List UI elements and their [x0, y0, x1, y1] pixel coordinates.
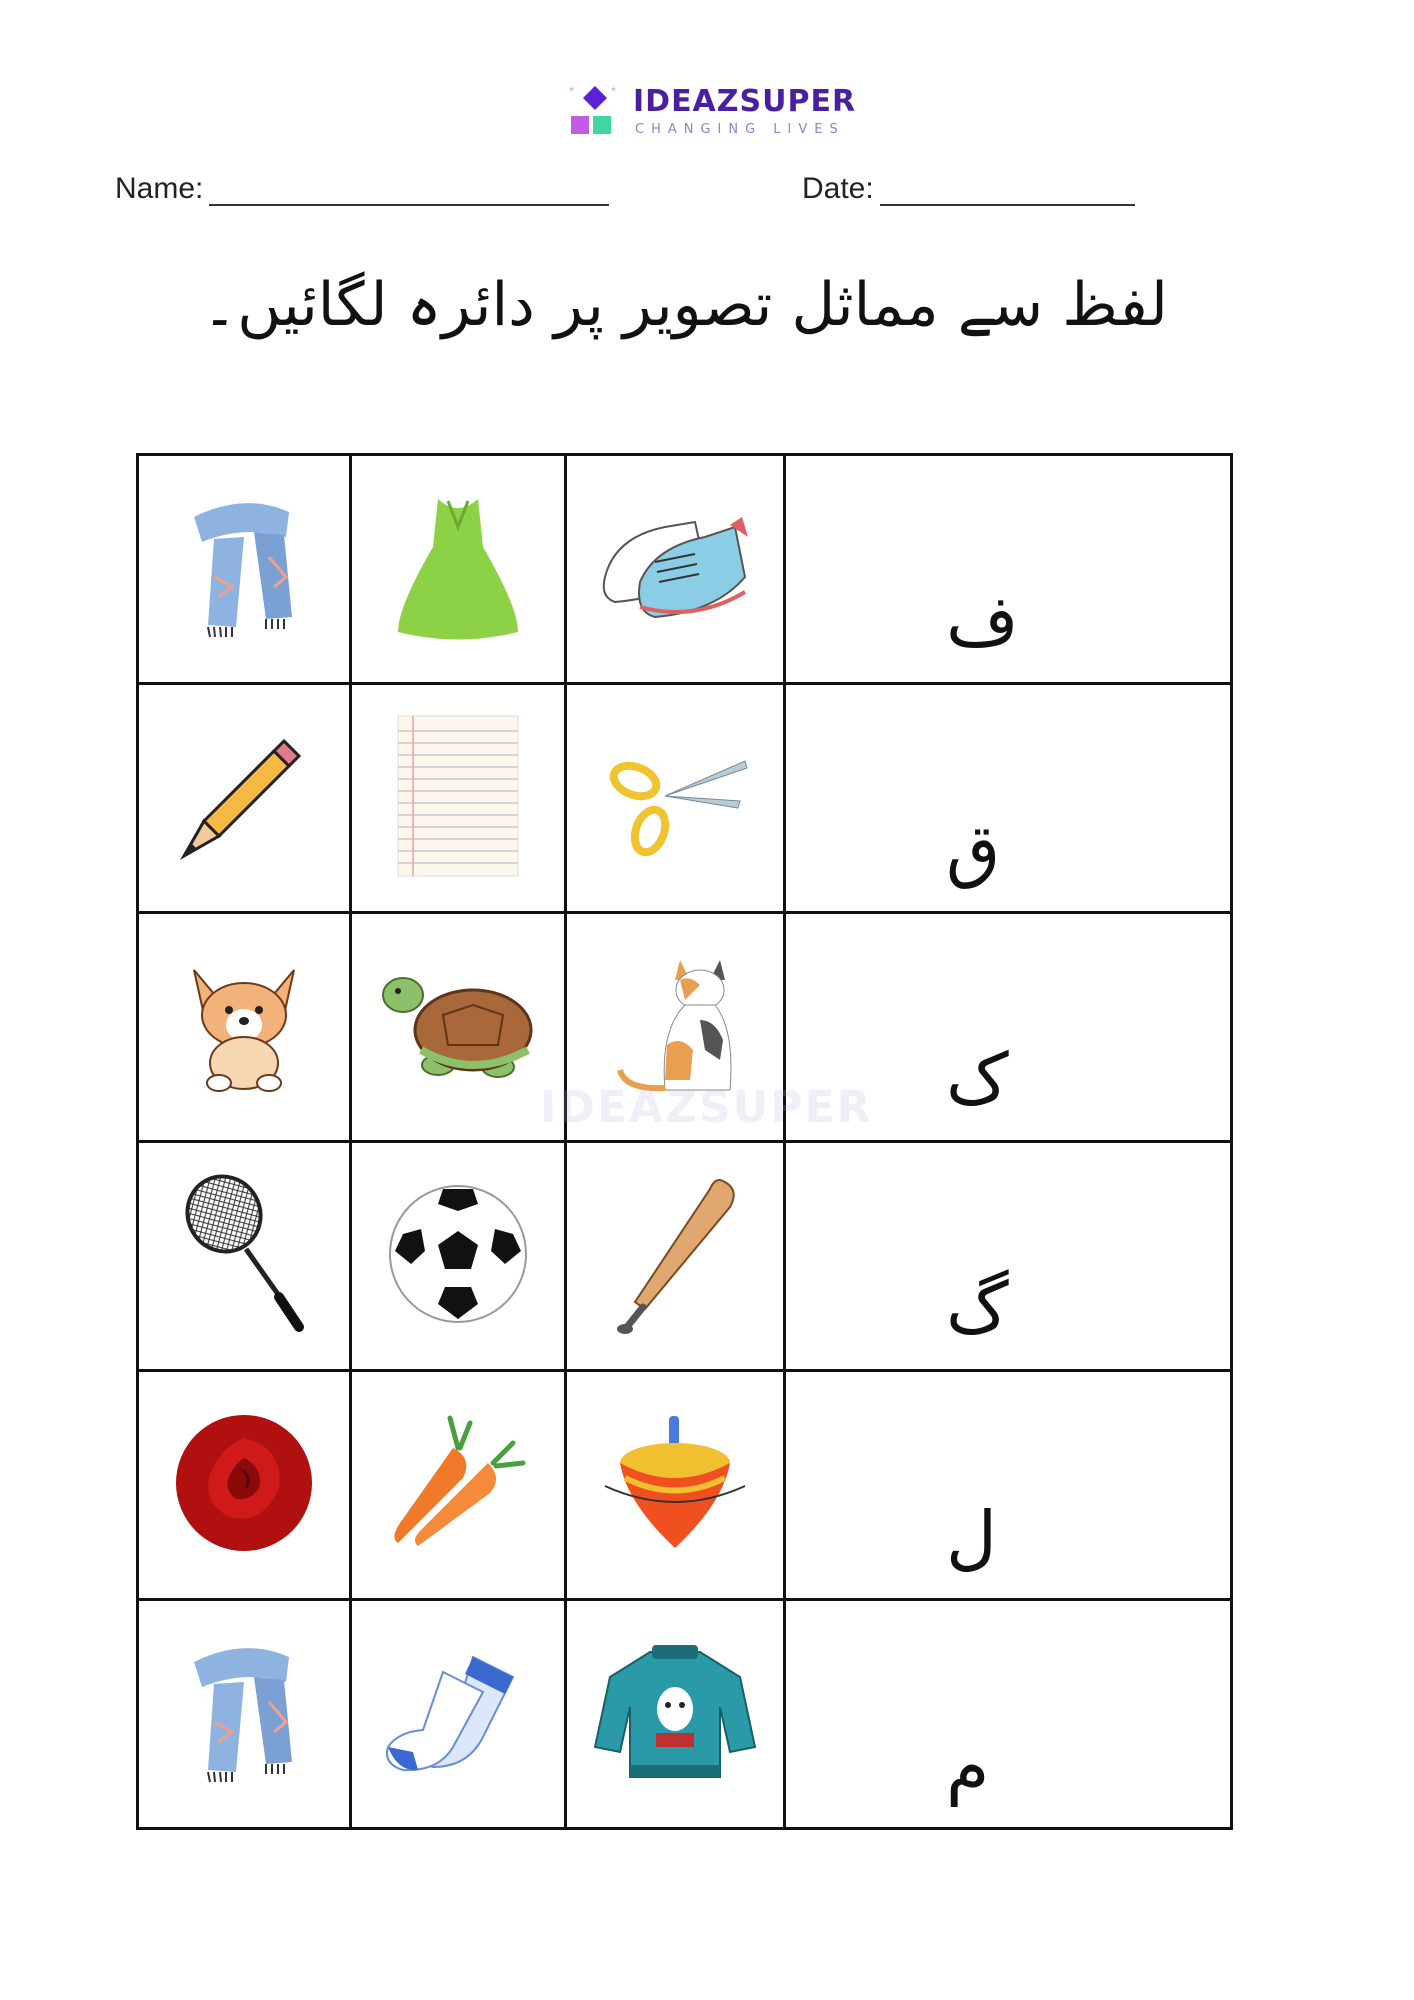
table-row	[138, 455, 1232, 684]
letter-cell	[785, 455, 1232, 684]
name-line[interactable]	[209, 172, 609, 206]
baseball-bat-icon	[605, 1169, 745, 1339]
logo-mark-icon	[563, 80, 627, 144]
picture-cell[interactable]	[138, 1142, 351, 1371]
shoes-icon	[595, 497, 755, 637]
dog-icon	[174, 955, 314, 1095]
rose-icon	[164, 1408, 324, 1558]
brand-tagline: CHANGING LIVES	[635, 122, 845, 137]
tennis-racket-icon	[174, 1169, 314, 1339]
letter-cell	[785, 1142, 1232, 1371]
picture-cell[interactable]	[138, 1600, 351, 1829]
picture-cell[interactable]	[351, 913, 566, 1142]
watermark: IDEAZSUPER	[540, 1082, 873, 1133]
carrot-icon	[378, 1408, 538, 1558]
picture-cell[interactable]	[138, 455, 351, 684]
table-row	[138, 1371, 1232, 1600]
scarf-icon	[174, 1632, 314, 1792]
table-row	[138, 1142, 1232, 1371]
spinning-top-icon	[595, 1408, 755, 1558]
picture-cell[interactable]	[351, 684, 566, 913]
svg-text:*: *	[569, 86, 574, 97]
letter-cell	[785, 684, 1232, 913]
letter-cell	[785, 1600, 1232, 1829]
picture-cell[interactable]	[351, 1600, 566, 1829]
brand-logo	[563, 80, 863, 144]
scissors-icon	[595, 726, 755, 866]
picture-cell[interactable]	[138, 1371, 351, 1600]
picture-cell[interactable]	[566, 684, 785, 913]
turtle-icon	[373, 955, 543, 1095]
worksheet-grid	[136, 453, 1233, 1830]
scarf-icon	[174, 487, 314, 647]
name-field[interactable]	[115, 172, 609, 206]
date-line[interactable]	[880, 172, 1135, 206]
brand-name: IDEAZSUPER	[633, 84, 857, 119]
letter-text: ف	[946, 580, 1019, 662]
picture-cell[interactable]	[351, 1142, 566, 1371]
paper-icon	[393, 711, 523, 881]
instruction-title: لفظ سے مماثل تصویر پر دائرہ لگائیں۔	[202, 270, 1168, 340]
date-label: Date:	[802, 172, 874, 205]
picture-cell[interactable]	[566, 1371, 785, 1600]
svg-text:*: *	[611, 86, 616, 97]
picture-cell[interactable]	[566, 1600, 785, 1829]
picture-cell[interactable]	[138, 684, 351, 913]
table-row	[138, 1600, 1232, 1829]
cat-icon	[605, 950, 745, 1100]
date-field[interactable]	[802, 172, 1135, 206]
name-label: Name:	[115, 172, 204, 205]
socks-icon	[373, 1642, 543, 1782]
letter-cell	[785, 1371, 1232, 1600]
picture-cell[interactable]	[566, 455, 785, 684]
pencil-icon	[174, 726, 314, 866]
letter-text: ل	[946, 1496, 997, 1578]
letter-text: ک	[946, 1038, 1009, 1120]
letter-text: م	[946, 1725, 990, 1807]
sweater-icon	[590, 1637, 760, 1787]
picture-cell[interactable]	[351, 455, 566, 684]
football-icon	[383, 1179, 533, 1329]
letter-text: ق	[946, 809, 1001, 891]
dress-icon	[388, 487, 528, 647]
picture-cell[interactable]	[351, 1371, 566, 1600]
letter-text: گ	[946, 1267, 1009, 1349]
picture-cell[interactable]	[566, 1142, 785, 1371]
table-row	[138, 684, 1232, 913]
picture-cell[interactable]	[138, 913, 351, 1142]
